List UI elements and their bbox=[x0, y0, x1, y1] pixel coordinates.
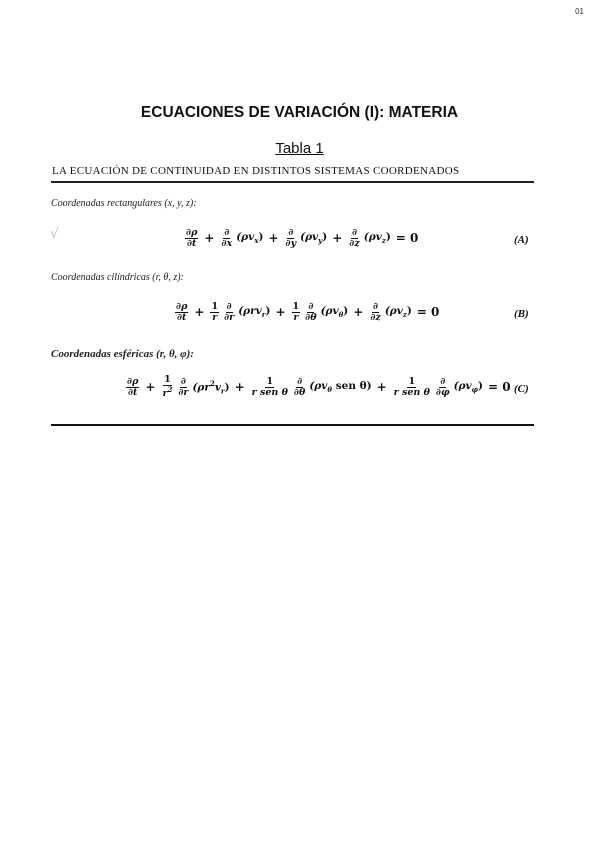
fraction: $\frac{1}{\text{r sen θ}}$ bbox=[393, 375, 430, 398]
equation-label-c: (C) bbox=[514, 383, 529, 395]
bottom-rule bbox=[51, 424, 534, 426]
fraction: $\frac{\partial}{\partial\varphi}$ bbox=[435, 375, 450, 398]
page-number: 01 bbox=[575, 7, 584, 16]
fraction: $\frac{\partial}{\partial z}$ bbox=[349, 227, 360, 249]
table-label: Tabla 1 bbox=[275, 140, 324, 157]
equation-a: $\frac{\partial\rho}{\partial t}$ + $\frac{\partial}{\partial x}$ $(\rho v_x)$ + $\frac{\partial}{\partial y}$ $(\rho v_y)$ + $\frac{\partial}{\partial z}$ $(\rho v_z)$ = 0 bbox=[186, 227, 419, 249]
section-heading-spherical: Coordenadas esféricas (r, θ, φ): bbox=[51, 348, 194, 360]
fraction: $\frac{\partial}{\partial\theta}$ bbox=[293, 375, 306, 398]
fraction: $\frac{\partial}{\partial z}$ bbox=[370, 301, 381, 323]
equation-c: $\frac{\partial\rho}{\partial t}$ + $\frac{1}{r^2}$ $\frac{\partial}{\partial r}$ $(\rho r^2v_r)$ + $\frac{1}{\text{r sen θ}}$ $\frac{\partial}{\partial\theta}$ ($\rho v_\theta$ sen θ) + $\frac{1}{\text{r sen θ}}$ $\frac{\partial}{\partial\varphi}$ $(\rho v_\varphi)$ = 0 bbox=[127, 374, 511, 400]
fraction: $\frac{\partial\rho}{\partial t}$ bbox=[186, 227, 198, 249]
table-caption: LA ECUACIÓN DE CONTINUIDAD EN DISTINTOS SISTEMAS COORDENADOS bbox=[52, 165, 460, 177]
fraction: $\frac{\partial}{\partial\theta}$ bbox=[305, 301, 317, 323]
fraction: $\frac{\partial\rho}{\partial t}$ bbox=[127, 375, 139, 398]
fraction: $\frac{\partial}{\partial r}$ bbox=[178, 375, 189, 398]
fraction: $\frac{1}{\text{r sen θ}}$ bbox=[251, 375, 288, 398]
top-rule bbox=[51, 181, 534, 183]
fraction: $\frac{\partial}{\partial r}$ bbox=[224, 301, 235, 323]
equation-label-b: (B) bbox=[514, 308, 529, 320]
fraction: $\frac{\partial}{\partial y}$ bbox=[285, 227, 297, 249]
fraction: $\frac{\partial}{\partial x}$ bbox=[221, 227, 233, 249]
section-heading-rectangular: Coordenadas rectangulares (x, y, z): bbox=[51, 198, 197, 209]
page-title: ECUACIONES DE VARIACIÓN (I): MATERIA bbox=[140, 104, 459, 121]
equation-b: $\frac{\partial\rho}{\partial t}$ + $\frac{1}{r}$ $\frac{\partial}{\partial r}$ (ρrv$_r$) + $\frac{1}{r}$ $\frac{\partial}{\partial\theta}$ $(\rho v_\theta)$ + $\frac{\partial}{\partial z}$ $(\rho v_z)$ = 0 bbox=[176, 301, 440, 323]
section-heading-cylindrical: Coordenadas cilíndricas (r, θ, z): bbox=[51, 272, 184, 283]
scan-mark: √ bbox=[50, 226, 59, 242]
fraction: $\frac{\partial\rho}{\partial t}$ bbox=[176, 301, 188, 323]
equation-label-a: (A) bbox=[514, 234, 529, 246]
fraction: $\frac{1}{r}$ bbox=[292, 301, 300, 323]
fraction: $\frac{1}{r^2}$ bbox=[162, 374, 173, 400]
fraction: $\frac{1}{r}$ bbox=[211, 301, 219, 323]
